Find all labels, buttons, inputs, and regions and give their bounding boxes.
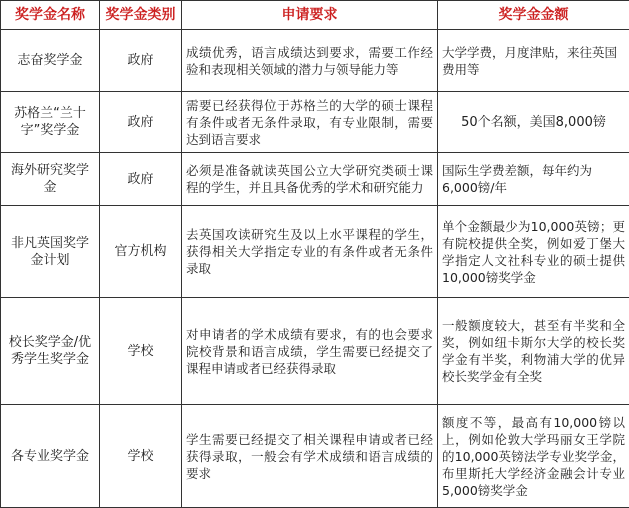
cell-amount: 50个名额，美国8,000镑 <box>438 92 629 153</box>
header-type: 奖学金类别 <box>100 1 182 30</box>
cell-requirement: 成绩优秀，语言成绩达到要求，需要工作经验和表现相关领域的潜力与领导能力等 <box>182 30 438 92</box>
cell-amount: 一般额度较大，甚至有半奖和全奖，例如纽卡斯尔大学的校长奖学金有半奖，利物浦大学的优异校长奖学金有全奖 <box>438 298 629 405</box>
cell-type: 学校 <box>100 298 182 405</box>
cell-name: 志奋奖学金 <box>1 30 100 92</box>
header-row <box>1 1 629 30</box>
cell-name: 各专业奖学金 <box>1 405 100 508</box>
cell-requirement: 学生需要已经提交了相关课程申请或者已经获得录取，一般会有学术成绩和语言成绩的要求 <box>182 405 438 508</box>
cell-requirement: 对申请者的学术成绩有要求，有的也会要求院校背景和语言成绩，学生需要已经提交了课程申请或者已经获得录取 <box>182 298 438 405</box>
cell-amount: 额度不等，最高有10,000镑以上，例如伦敦大学玛丽女王学院的10,000英镑法学专业奖学金，布里斯托大学经济金融会计专业5,000镑奖学金 <box>438 405 629 508</box>
header-name: 奖学金名称 <box>1 1 100 30</box>
cell-type: 官方机构 <box>100 206 182 298</box>
table-row <box>1 206 629 298</box>
header-requirement: 申请要求 <box>182 1 438 30</box>
cell-name: 校长奖学金/优秀学生奖学金 <box>1 298 100 405</box>
cell-type: 学校 <box>100 405 182 508</box>
header-amount: 奖学金金额 <box>438 1 629 30</box>
table-row <box>1 30 629 92</box>
cell-amount: 单个金额最少为10,000英镑；更有院校提供全奖，例如爱丁堡大学指定人文社科专业的硕士提供10,000镑奖学金 <box>438 206 629 298</box>
cell-type: 政府 <box>100 153 182 206</box>
table-row <box>1 92 629 153</box>
cell-amount: 大学学费，月度津贴，来往英国费用等 <box>438 30 629 92</box>
cell-type: 政府 <box>100 92 182 153</box>
cell-amount: 国际生学费差额，每年约为6,000镑/年 <box>438 153 629 206</box>
cell-requirement: 必须是准备就读英国公立大学研究类硕士课程的学生，并且具备优秀的学术和研究能力 <box>182 153 438 206</box>
table-row <box>1 298 629 405</box>
cell-name: 苏格兰“兰十字”奖学金 <box>1 92 100 153</box>
table-row <box>1 153 629 206</box>
table-row <box>1 405 629 508</box>
cell-name: 非凡英国奖学金计划 <box>1 206 100 298</box>
cell-type: 政府 <box>100 30 182 92</box>
cell-name: 海外研究奖学金 <box>1 153 100 206</box>
cell-requirement: 需要已经获得位于苏格兰的大学的硕士课程有条件或者无条件录取，有专业限制，需要达到语言要求 <box>182 92 438 153</box>
cell-requirement: 去英国攻读研究生及以上水平课程的学生，获得相关大学指定专业的有条件或者无条件录取 <box>182 206 438 298</box>
